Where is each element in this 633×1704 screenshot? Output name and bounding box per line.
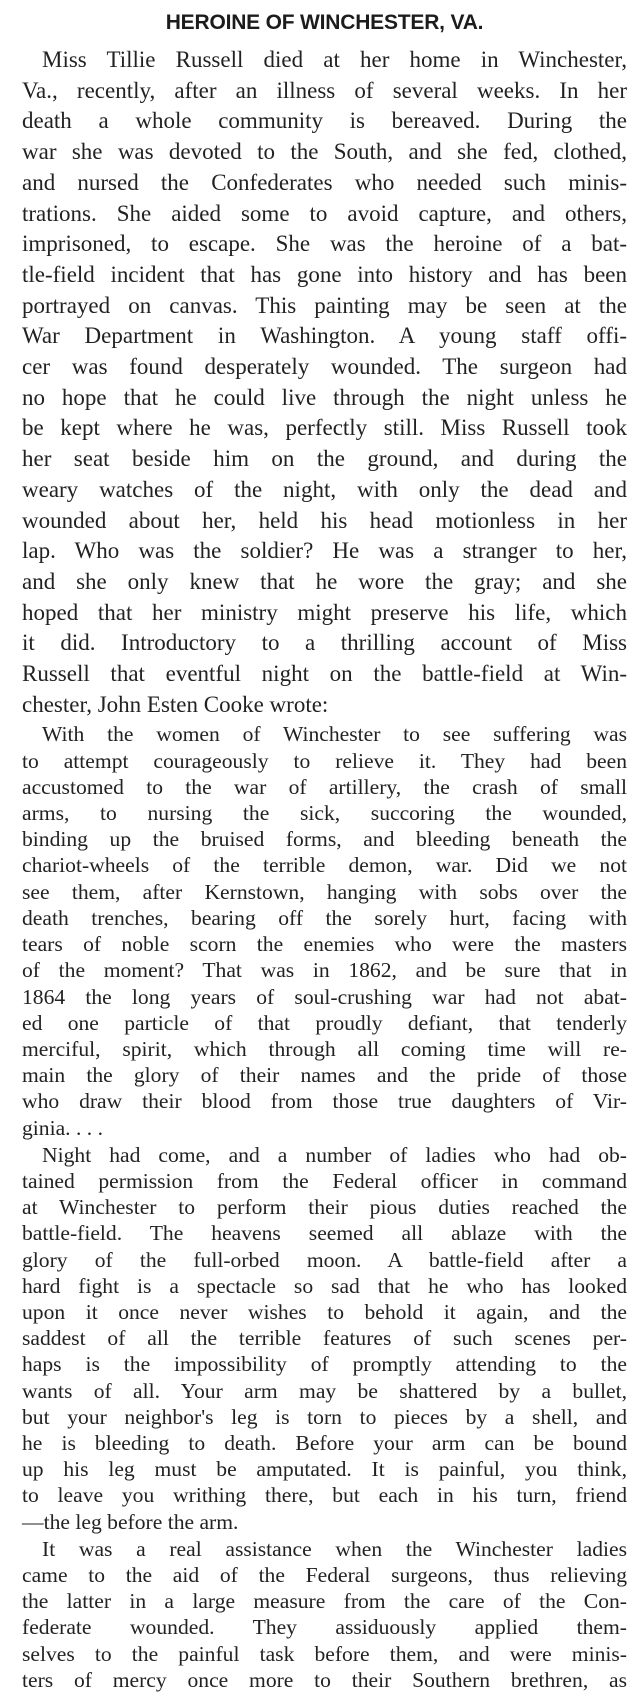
text-line: it did. Introductory to a thrilling account of Miss — [22, 630, 627, 656]
text-line: he is bleeding to death. Before your arm can be bound — [22, 1430, 627, 1455]
text-line: up his leg must be amputated. It is painful, you think, — [22, 1457, 627, 1482]
text-line: to attempt courageously to relieve it. They had been — [22, 748, 627, 773]
quote-paragraph-1 — [22, 721, 627, 1140]
text-line: lap. Who was the soldier? He was a stranger to her, — [22, 538, 627, 564]
text-line: death trenches, bearing off the sorely hurt, facing with — [22, 905, 627, 930]
text-line: merciful, spirit, which through all coming time will re- — [22, 1036, 627, 1061]
text-line: ginia. . . . — [22, 1115, 103, 1140]
text-line: tears of noble scorn the enemies who were the masters — [22, 932, 627, 957]
text-line: Miss Tillie Russell died at her home in Winchester, — [42, 47, 627, 72]
quote-paragraph-2 — [22, 1142, 627, 1535]
text-line: binding up the bruised forms, and bleeding beneath the — [22, 827, 627, 852]
text-line: It was a real assistance when the Winchester ladies — [42, 1536, 627, 1561]
text-line: see them, after Kernstown, hanging with sobs over the — [22, 879, 627, 904]
text-line: accustomed to the war of artillery, the crash of small — [22, 774, 627, 799]
text-line: With the women of Winchester to see suffering was — [42, 722, 627, 747]
quote-paragraph-3 — [22, 1536, 627, 1693]
text-line: trations. She aided some to avoid capture, and others, — [22, 200, 627, 226]
text-line: imprisoned, to escape. She was the heroine of a bat- — [22, 231, 627, 257]
text-line: the latter in a large measure from the care of the Con- — [22, 1589, 627, 1614]
intro-paragraph — [22, 45, 627, 720]
text-line: and nursed the Confederates who needed such minis- — [22, 169, 627, 195]
text-line: selves to the painful task before them, and were minis- — [22, 1641, 627, 1666]
text-line: Night had come, and a number of ladies who had ob- — [42, 1142, 627, 1167]
text-line: war she was devoted to the South, and she fed, clothed, — [22, 139, 627, 165]
text-line: Russell that eventful night on the battle-field at Win- — [22, 661, 627, 687]
text-line: of the moment? That was in 1862, and be sure that in — [22, 958, 627, 983]
text-line: battle-field. The heavens seemed all ablaze with the — [22, 1221, 627, 1246]
text-line: glory of the full-orbed moon. A battle-field after a — [22, 1247, 627, 1272]
text-line: at Winchester to perform their pious duties reached the — [22, 1195, 627, 1220]
text-line: hard fight is a spectacle so sad that he who has looked — [22, 1273, 627, 1298]
text-line: hoped that her ministry might preserve his life, which — [22, 599, 627, 625]
text-line: chariot-wheels of the terrible demon, war. Did we not — [22, 853, 627, 878]
article-title: HEROINE OF WINCHESTER, VA. — [165, 11, 484, 34]
text-line: federate wounded. They assiduously applied them- — [22, 1615, 627, 1640]
text-line: who draw their blood from those true daughters of Vir- — [22, 1089, 627, 1114]
text-line: but your neighbor's leg is torn to pieces by a shell, and — [22, 1404, 627, 1429]
text-line: chester, John Esten Cooke wrote: — [22, 691, 329, 717]
text-line: saddest of all the terrible features of such scenes per- — [22, 1326, 627, 1351]
text-line: to leave you writhing there, but each in his turn, friend — [22, 1483, 627, 1508]
text-line: wounded about her, held his head motionless in her — [22, 507, 627, 533]
text-line: haps is the impossibility of promptly attending to the — [22, 1352, 627, 1377]
text-line: her seat beside him on the ground, and during the — [22, 446, 627, 472]
text-line: wants of all. Your arm may be shattered by a bullet, — [22, 1378, 627, 1403]
text-line: War Department in Washington. A young staff offi- — [22, 323, 627, 349]
text-line: 1864 the long years of soul-crushing war had not abat- — [22, 984, 627, 1009]
text-line: and she only knew that he wore the gray; and she — [22, 568, 627, 594]
text-line: main the glory of their names and the pride of those — [22, 1063, 627, 1088]
text-line: ed one particle of that proudly defiant, that tenderly — [22, 1010, 627, 1035]
text-line: Va., recently, after an illness of several weeks. In her — [22, 77, 627, 103]
text-line: tained permission from the Federal officer in command — [22, 1168, 627, 1193]
text-line: portrayed on canvas. This painting may be seen at the — [22, 292, 627, 318]
text-line: no hope that he could live through the night unless he — [22, 384, 627, 410]
text-line: cer was found desperately wounded. The surgeon had — [22, 354, 627, 380]
text-line: arms, to nursing the sick, succoring the wounded, — [22, 801, 627, 826]
text-line: be kept where he was, perfectly still. Miss Russell took — [22, 415, 627, 441]
text-line: ters of mercy once more to their Southern brethren, as — [22, 1667, 627, 1692]
text-line: weary watches of the night, with only the dead and — [22, 476, 627, 502]
text-line: came to the aid of the Federal surgeons, thus relieving — [22, 1562, 627, 1587]
text-line: —the leg before the arm. — [22, 1509, 239, 1534]
text-line: upon it once never wishes to behold it again, and the — [22, 1299, 627, 1324]
text-line: tle-field incident that has gone into history and has been — [22, 261, 627, 287]
text-line: death a whole community is bereaved. During the — [22, 108, 627, 134]
